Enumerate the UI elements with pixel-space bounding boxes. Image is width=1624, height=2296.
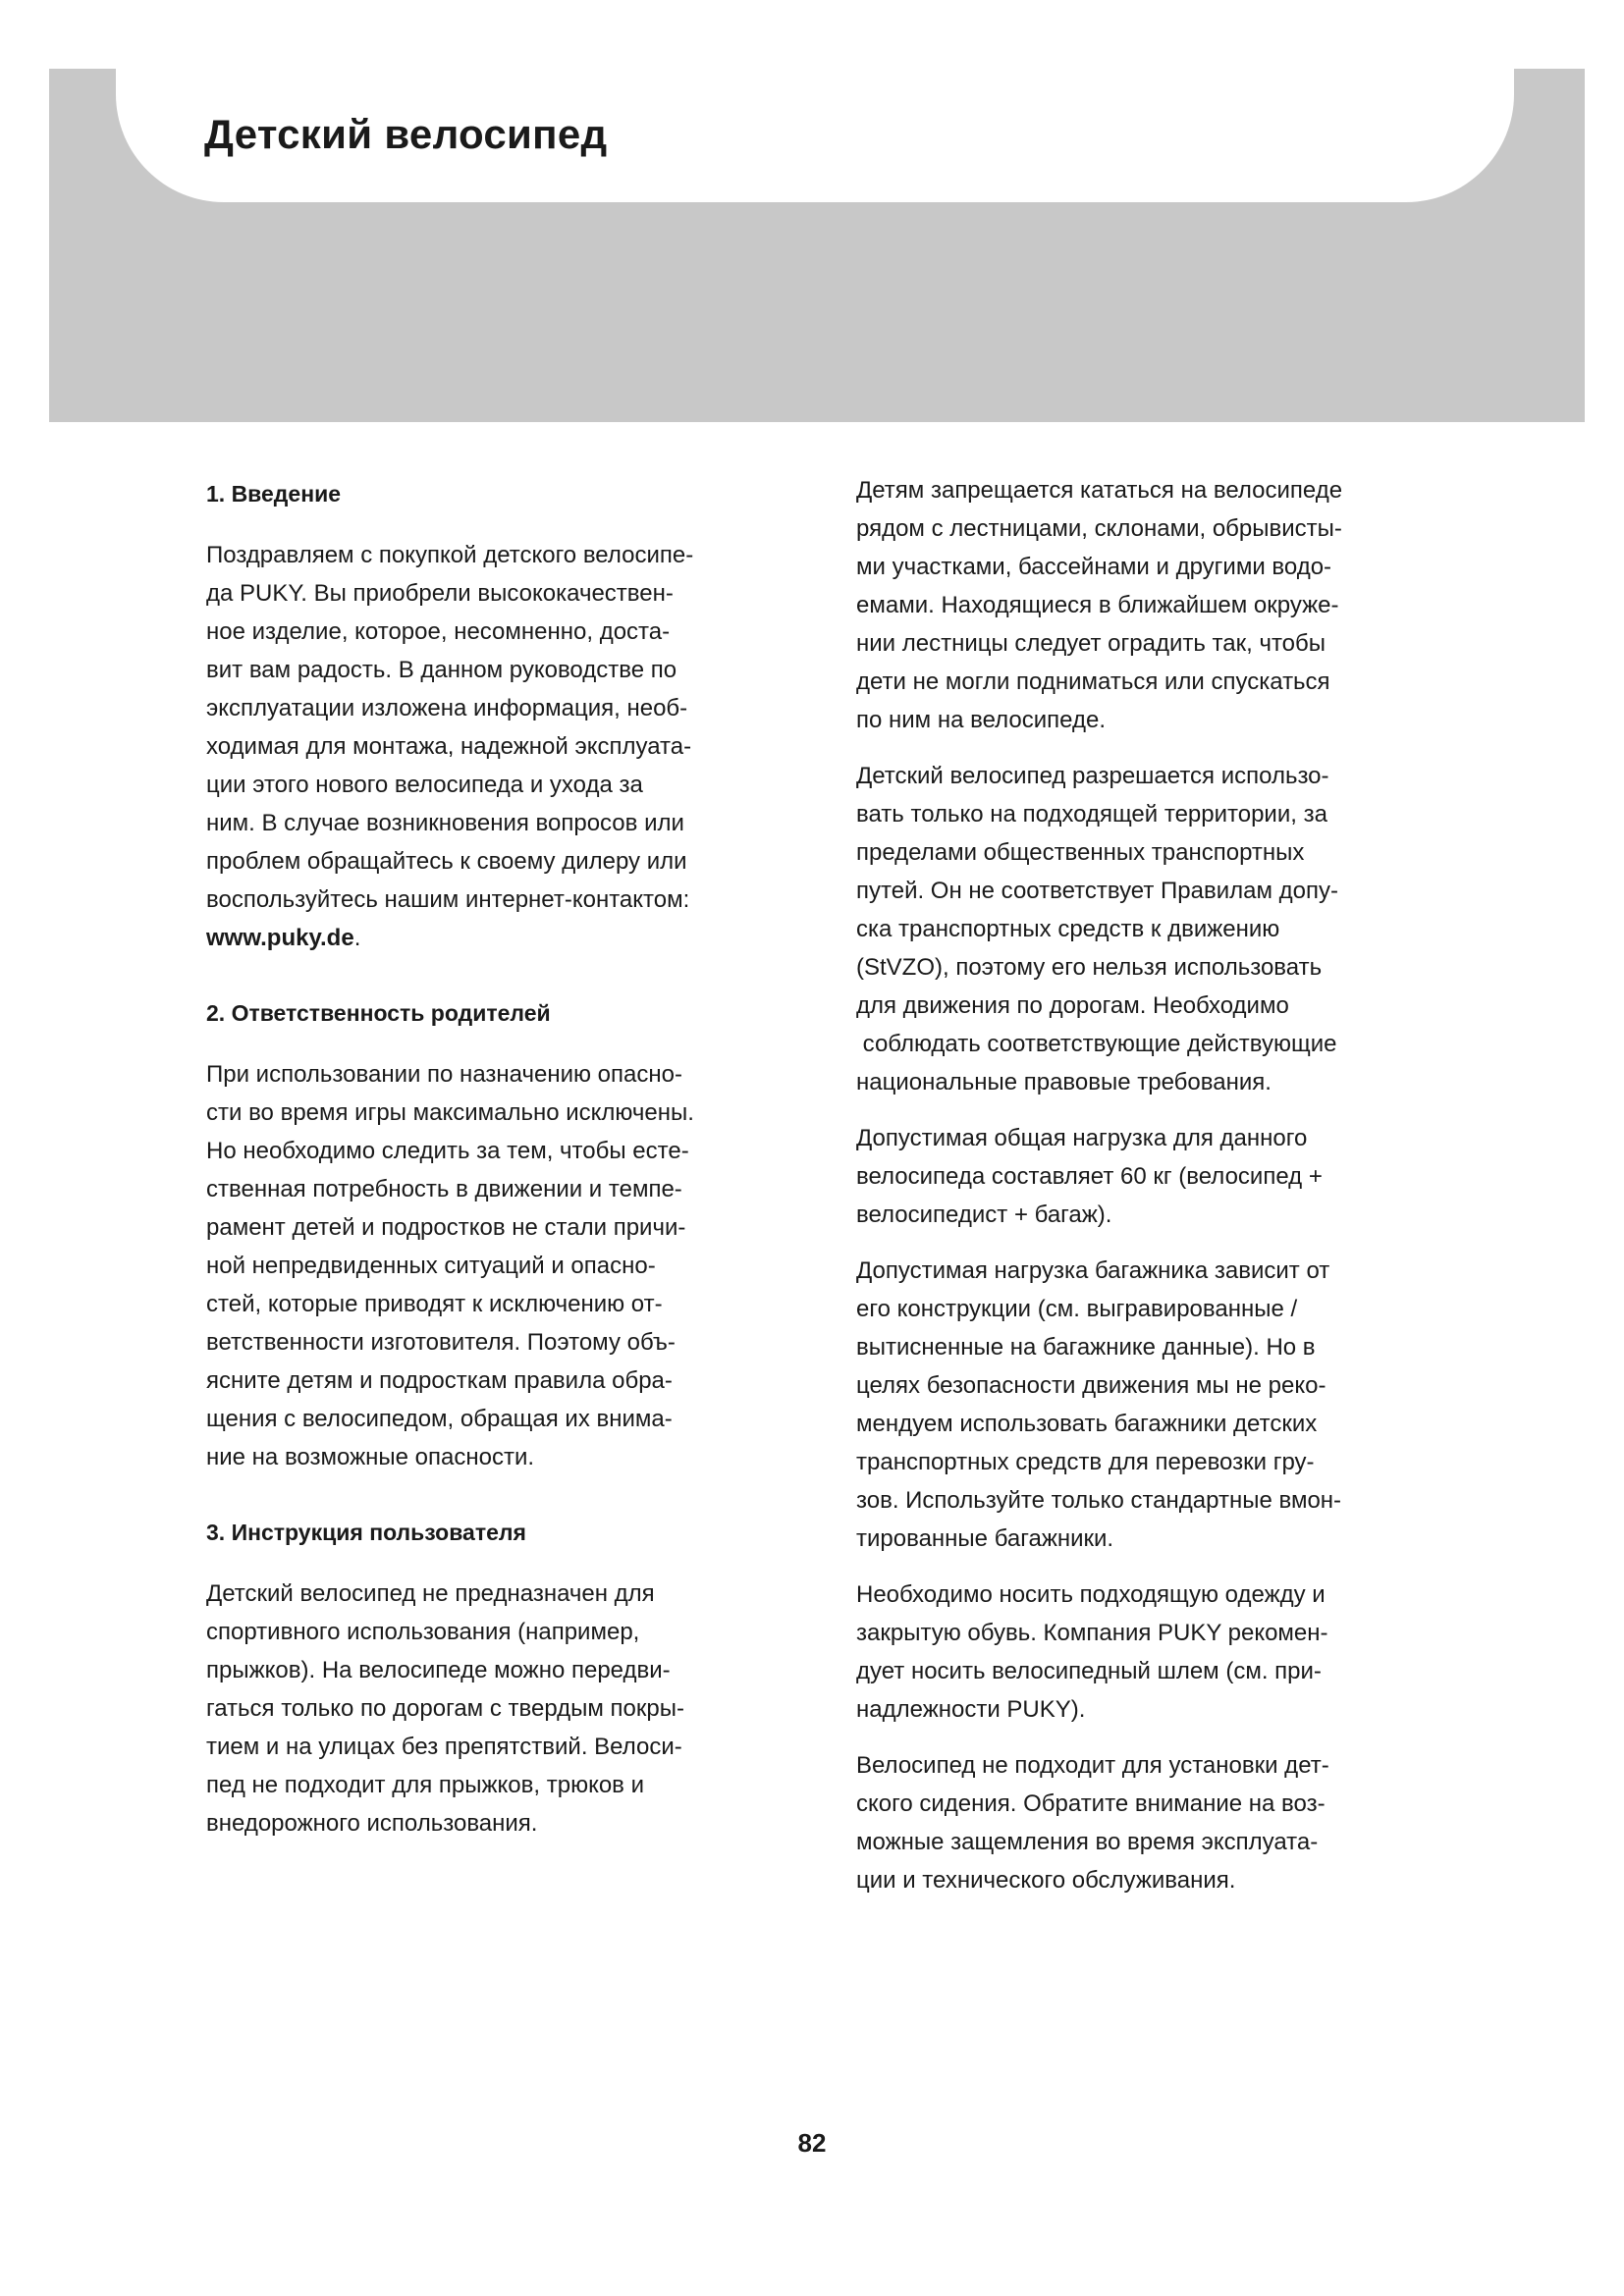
paragraph-line: целях безопасности движения мы не реко-	[856, 1372, 1326, 1399]
paragraph-line: дети не могли подниматься или спускаться	[856, 668, 1330, 695]
link-period: .	[353, 925, 361, 951]
left-column	[206, 471, 795, 1842]
paragraph-line: Но необходимо следить за тем, чтобы есте-	[206, 1138, 689, 1164]
paragraph-line: по ним на велосипеде.	[856, 707, 1107, 733]
paragraph-line: Допустимая общая нагрузка для данного	[856, 1125, 1308, 1151]
paragraph-line: тированные багажники.	[856, 1525, 1114, 1552]
paragraph-line: путей. Он не соответствует Правилам допу-	[856, 878, 1338, 904]
paragraph-line: для движения по дорогам. Необходимо	[856, 992, 1289, 1019]
paragraph-line: внедорожного использования.	[206, 1810, 538, 1837]
paragraph-line: ной непредвиденных ситуаций и опасно-	[206, 1253, 656, 1279]
paragraph-line: Детям запрещается кататься на велосипеде	[856, 477, 1343, 504]
paragraph-line: гаться только по дорогам с твердым покры-	[206, 1695, 684, 1722]
page-number: 82	[797, 2128, 827, 2158]
paragraph-line: дует носить велосипедный шлем (см. при-	[856, 1658, 1322, 1684]
paragraph-line: Поздравляем с покупкой детского велосипе-	[206, 542, 694, 568]
paragraph-line: стей, которые приводят к исключению от-	[206, 1291, 663, 1317]
paragraph-line: ции и технического обслуживания.	[856, 1867, 1236, 1894]
paragraph-line: ходимая для монтажа, надежной эксплуата-	[206, 733, 692, 760]
paragraph-line: закрытую обувь. Компания PUKY рекомен-	[856, 1620, 1328, 1646]
total-load-paragraph	[856, 1119, 1445, 1234]
territory-paragraph	[856, 757, 1445, 1101]
paragraph-line: нии лестницы следует оградить так, чтобы	[856, 630, 1326, 657]
paragraph-line: ми участками, бассейнами и другими водо-	[856, 554, 1332, 580]
paragraph-line: рамент детей и подростков не стали причи-	[206, 1214, 686, 1241]
paragraph-line: ского сидения. Обратите внимание на воз-	[856, 1790, 1326, 1817]
paragraph-line: вит вам радость. В данном руководстве по	[206, 657, 677, 683]
paragraph-line: емами. Находящиеся в ближайшем окруже-	[856, 592, 1339, 618]
paragraph-line: щения с велосипедом, обращая их внима-	[206, 1406, 673, 1432]
paragraph-line: велосипеда составляет 60 кг (велосипед +	[856, 1163, 1323, 1190]
user-instructions-paragraph	[206, 1575, 795, 1842]
paragraph-line: да PUKY. Вы приобрели высококачествен-	[206, 580, 674, 607]
paragraph-line	[206, 919, 795, 957]
section-heading-user-instructions: 3. Инструкция пользователя	[206, 1520, 526, 1545]
paragraph-line: При использовании по назначению опасно-	[206, 1061, 682, 1088]
paragraph-line: пед не подходит для прыжков, трюков и	[206, 1772, 645, 1798]
child-seat-paragraph	[856, 1746, 1445, 1899]
paragraph-line: сти во время игры максимально исключены.	[206, 1099, 694, 1126]
paragraph-line: ное изделие, которое, несомненно, доста-	[206, 618, 671, 645]
rack-load-paragraph	[856, 1252, 1445, 1558]
paragraph-line: воспользуйтесь нашим интернет-контактом:	[206, 886, 690, 913]
paragraph-line: ственная потребность в движении и темпе-	[206, 1176, 682, 1202]
paragraph-line: эксплуатации изложена информация, необ-	[206, 695, 688, 721]
paragraph-line: вать только на подходящей территории, за	[856, 801, 1327, 828]
section-heading-parental-responsibility: 2. Ответственность родителей	[206, 1000, 551, 1026]
paragraph-line: зов. Используйте только стандартные вмон-	[856, 1487, 1342, 1514]
paragraph-line: Допустимая нагрузка багажника зависит от	[856, 1257, 1330, 1284]
paragraph-line: можные защемления во время эксплуата-	[856, 1829, 1319, 1855]
paragraph-line: транспортных средств для перевозки гру-	[856, 1449, 1315, 1475]
paragraph-line: национальные правовые требования.	[856, 1069, 1272, 1095]
responsibility-paragraph	[206, 1055, 795, 1476]
introduction-paragraph	[206, 536, 795, 957]
paragraph-line: спортивного использования (например,	[206, 1619, 640, 1645]
paragraph-line: вытисненные на багажнике данные). Но в	[856, 1334, 1316, 1361]
paragraph-line: (StVZO), поэтому его нельзя использовать	[856, 954, 1323, 981]
stairs-warning-paragraph	[856, 471, 1445, 739]
paragraph-line: ции этого нового велосипеда и ухода за	[206, 772, 643, 798]
paragraph-line: велосипедист + багаж).	[856, 1201, 1112, 1228]
website-link[interactable]: www.puky.de	[206, 925, 354, 951]
paragraph-line: Детский велосипед не предназначен для	[206, 1580, 655, 1607]
paragraph-line: Велосипед не подходит для установки дет-	[856, 1752, 1329, 1779]
paragraph-line: Детский велосипед разрешается использо-	[856, 763, 1329, 789]
paragraph-line: ветственности изготовителя. Поэтому объ-	[206, 1329, 676, 1356]
paragraph-line: ним. В случае возникновения вопросов или	[206, 810, 684, 836]
paragraph-line: соблюдать соответствующие действующие	[856, 1031, 1337, 1057]
paragraph-line: ние на возможные опасности.	[206, 1444, 535, 1470]
paragraph-line: прыжков). На велосипеде можно передви-	[206, 1657, 671, 1683]
paragraph-line: проблем обращайтесь к своему дилеру или	[206, 848, 687, 875]
paragraph-line: ясните детям и подросткам правила обра-	[206, 1367, 673, 1394]
section-heading-introduction: 1. Введение	[206, 481, 342, 507]
page-title: Детский велосипед	[204, 111, 608, 157]
right-column	[856, 471, 1445, 1899]
clothing-paragraph	[856, 1575, 1445, 1729]
paragraph-line: рядом с лестницами, склонами, обрывисты-	[856, 515, 1342, 542]
paragraph-line: ска транспортных средств к движению	[856, 916, 1280, 942]
paragraph-line: тием и на улицах без препятствий. Велоси-	[206, 1734, 682, 1760]
paragraph-line: Необходимо носить подходящую одежду и	[856, 1581, 1326, 1608]
paragraph-line: его конструкции (см. выгравированные /	[856, 1296, 1298, 1322]
paragraph-line: мендуем использовать багажники детских	[856, 1411, 1318, 1437]
paragraph-line: надлежности PUKY).	[856, 1696, 1086, 1723]
paragraph-line: пределами общественных транспортных	[856, 839, 1305, 866]
